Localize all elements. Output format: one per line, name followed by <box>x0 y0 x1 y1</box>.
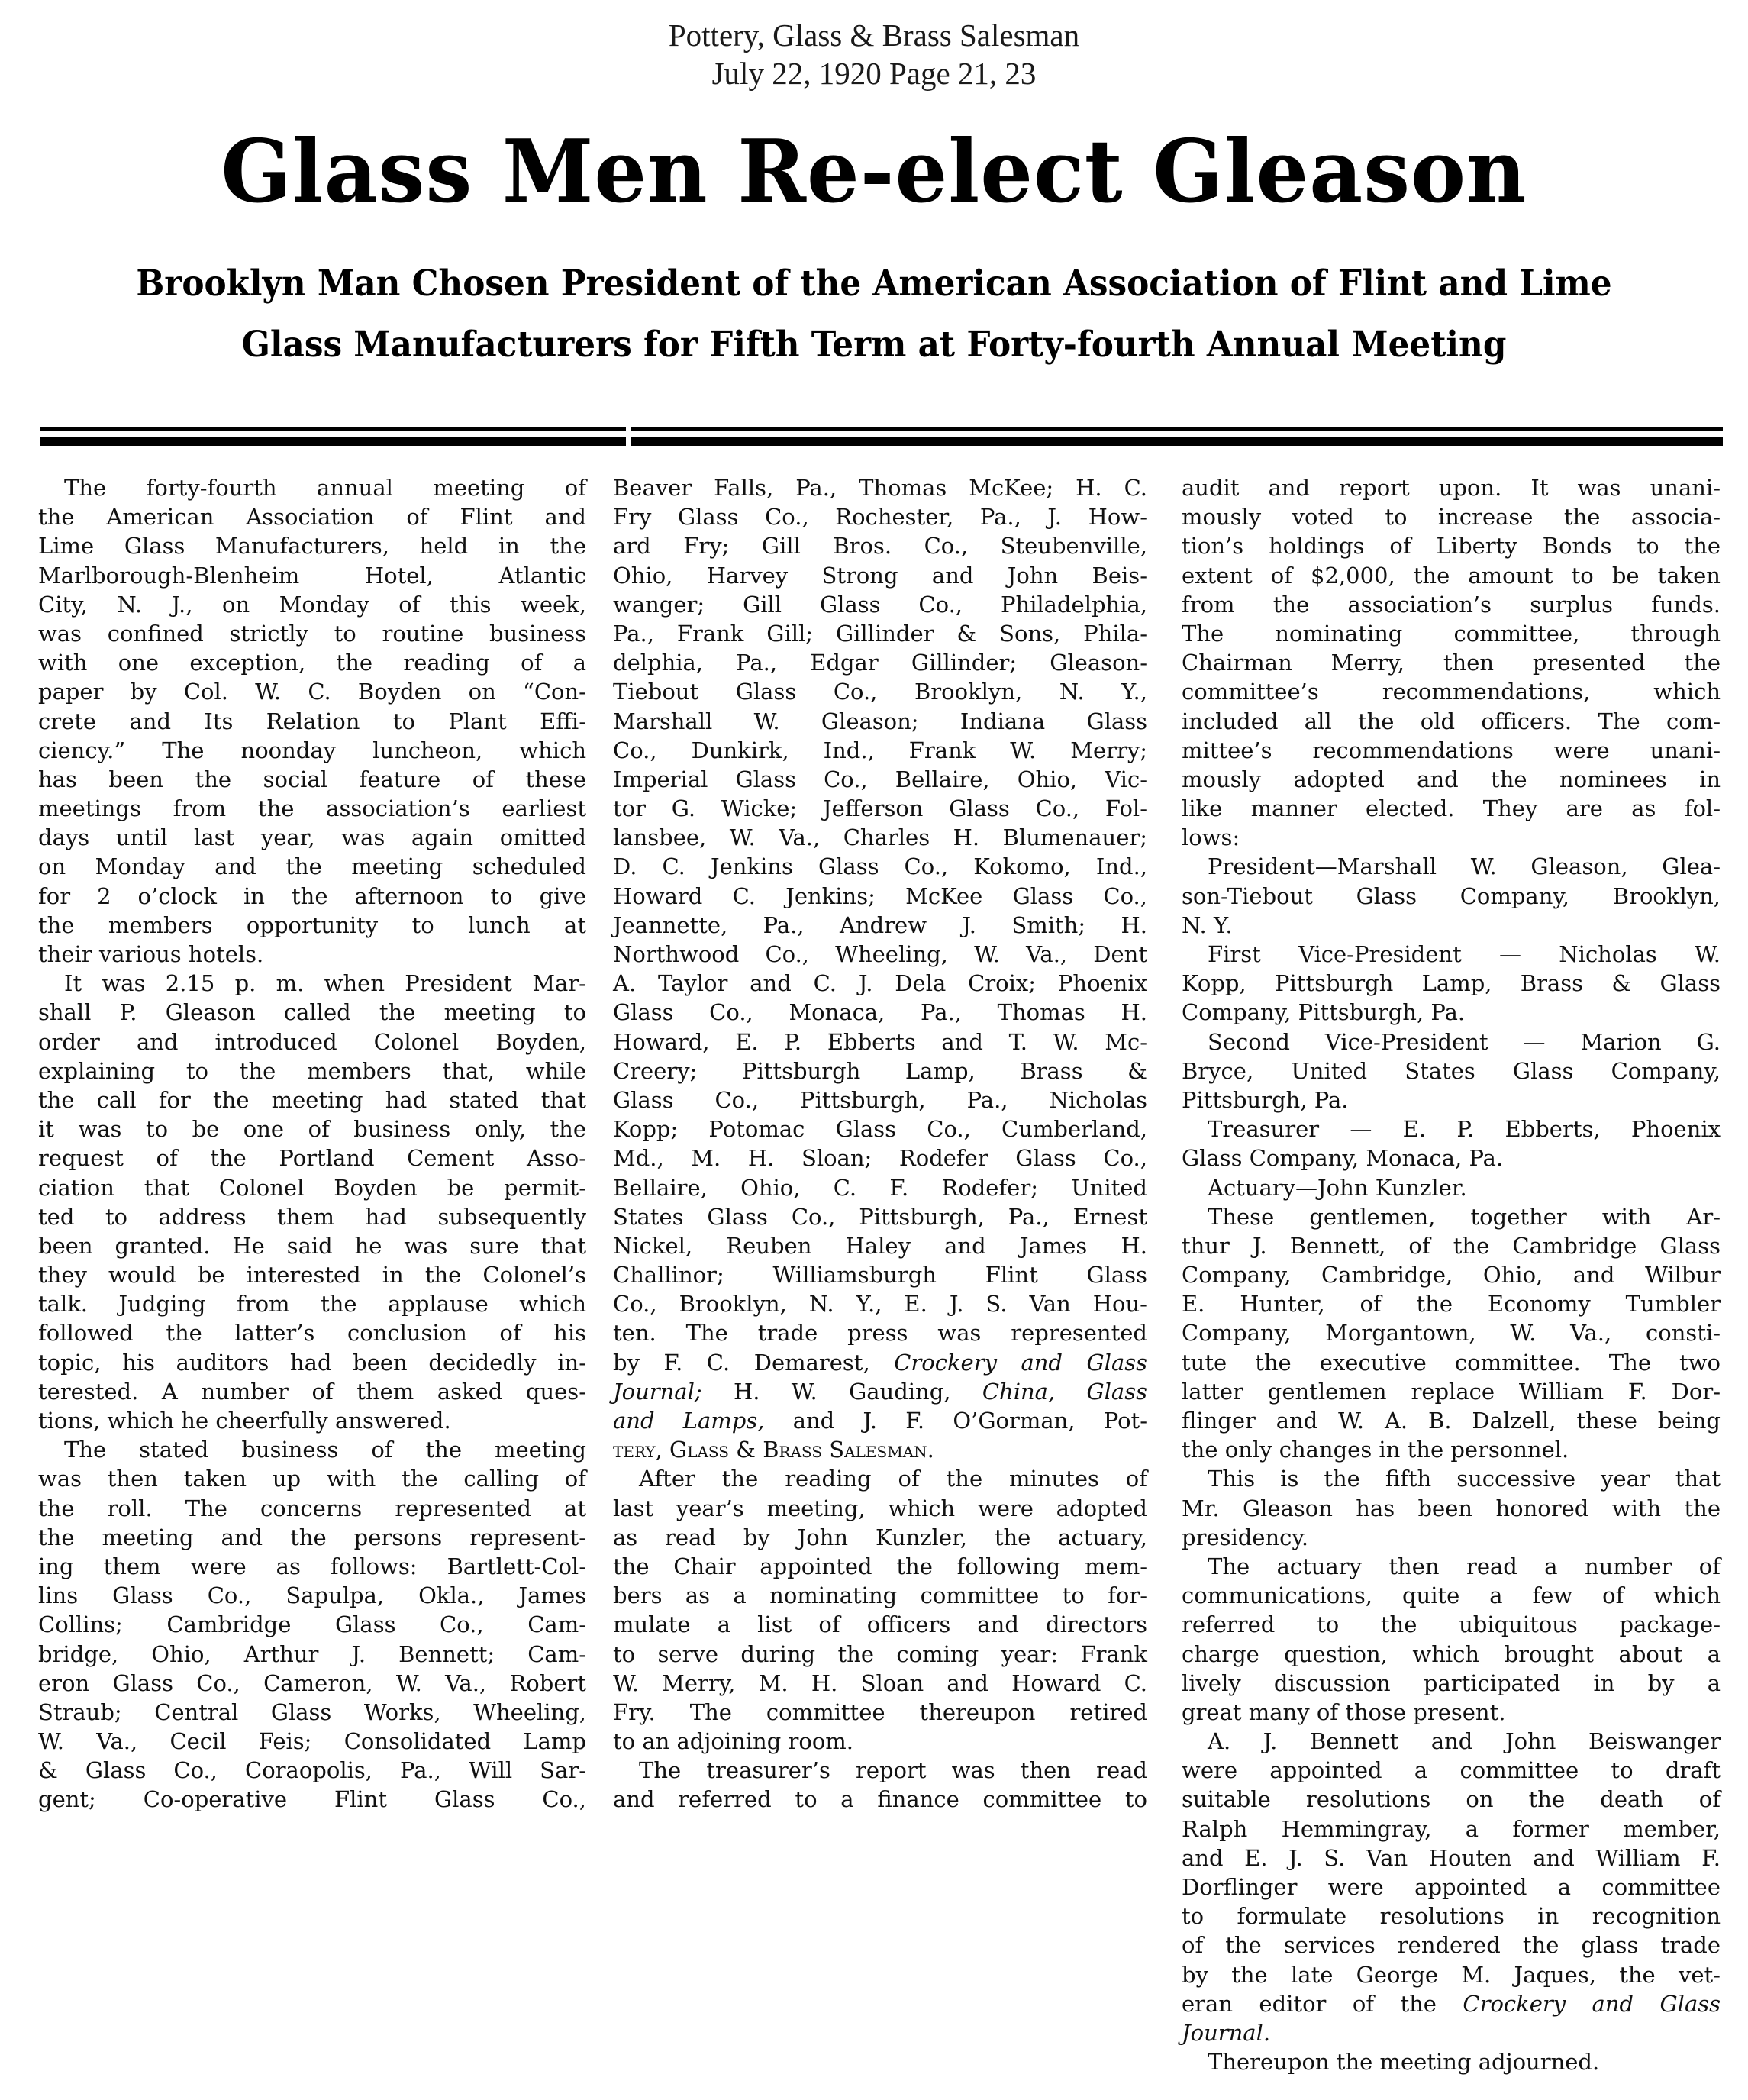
text-line: were appointed a committee to draft <box>1182 1757 1721 1784</box>
text-run: by F. C. Demarest, <box>613 1349 870 1376</box>
text-line: to serve during the coming year: Frank <box>613 1640 1147 1667</box>
text-line: City, N. J., on Monday of this week, <box>38 591 586 618</box>
text-line: and referred to a finance committee to <box>613 1786 1147 1813</box>
text-line: ard Fry; Gill Bros. Co., Steubenville, <box>613 533 1147 560</box>
text-line: audit and report upon. It was unani- <box>1182 475 1721 501</box>
text-line: Co., Dunkirk, Ind., Frank W. Merry; <box>613 737 1147 763</box>
text-line: ing them were as follows: Bartlett-Col- <box>38 1553 586 1579</box>
text-line: last year’s meeting, which were adopted <box>613 1495 1147 1521</box>
publication-name-smallcaps: tery, Glass & Brass Salesman. <box>613 1437 934 1463</box>
text-line: Company, Morgantown, W. Va., consti- <box>1182 1320 1721 1347</box>
article-column-2 <box>613 473 1147 1815</box>
text-line: Beaver Falls, Pa., Thomas McKee; H. C. <box>613 475 1147 501</box>
text-line: referred to the ubiquitous package- <box>1182 1611 1721 1638</box>
text-line: Lime Glass Manufacturers, held in the <box>38 533 586 560</box>
text-line: W. Va., Cecil Feis; Consolidated Lamp <box>38 1728 586 1755</box>
text-line: Fry. The committee thereupon retired <box>613 1698 1147 1725</box>
publication-title-italic: China, Glass <box>982 1378 1147 1405</box>
text-line: Marlborough-Blenheim Hotel, Atlantic <box>38 562 586 589</box>
text-line: ciency.” The noonday luncheon, which <box>38 737 586 763</box>
text-line: the meeting and the persons represent- <box>38 1524 586 1550</box>
text-line: mously adopted and the nominees in <box>1182 766 1721 792</box>
text-line: thur J. Bennett, of the Cambridge Glass <box>1182 1232 1721 1259</box>
text-line: like manner elected. They are as fol- <box>1182 795 1721 822</box>
text-line: gent; Co-operative Flint Glass Co., <box>38 1786 586 1813</box>
text-line: Dorflinger were appointed a committee <box>1182 1874 1721 1900</box>
text-line: N. Y. <box>1182 911 1233 938</box>
text-line: Bryce, United States Glass Company, <box>1182 1057 1721 1084</box>
text-line: bridge, Ohio, Arthur J. Bennett; Cam- <box>38 1640 586 1667</box>
text-line: Imperial Glass Co., Bellaire, Ohio, Vic- <box>613 766 1147 792</box>
text-run: H. W. Gauding, <box>733 1378 951 1405</box>
article-column-1 <box>38 473 586 1815</box>
text-line: mittee’s recommendations were unani- <box>1182 737 1721 763</box>
text-line: days until last year, was again omitted <box>38 824 586 851</box>
text-line: talk. Judging from the applause which <box>38 1291 586 1318</box>
text-line: paper by Col. W. C. Boyden on “Con- <box>38 679 586 705</box>
text-line: the only changes in the personnel. <box>1182 1437 1569 1463</box>
text-line: Tiebout Glass Co., Brooklyn, N. Y., <box>613 679 1147 705</box>
closing-line: Thereupon the meeting adjourned. <box>1208 2049 1600 2076</box>
text-line: mously voted to increase the associa- <box>1182 504 1721 531</box>
text-line: Northwood Co., Wheeling, W. Va., Dent <box>613 941 1147 967</box>
text-line: meetings from the association’s earliest <box>38 795 586 822</box>
text-line: bers as a nominating committee to for- <box>613 1582 1147 1609</box>
text-line: Challinor; Williamsburgh Flint Glass <box>613 1262 1147 1289</box>
publication-date-page: July 22, 1920 Page 21, 23 <box>711 56 1037 91</box>
text-line: terested. A number of them asked ques- <box>38 1378 586 1405</box>
text-line: Marshall W. Gleason; Indiana Glass <box>613 708 1147 734</box>
text-line: A. J. Bennett and John Beiswanger <box>1208 1728 1721 1755</box>
text-line: eron Glass Co., Cameron, W. Va., Robert <box>38 1669 586 1696</box>
text-line: it was to be one of business only, the <box>38 1116 586 1143</box>
text-line: by the late George M. Jaques, the vet- <box>1182 1961 1721 1988</box>
text-line: included all the old officers. The com- <box>1182 708 1721 734</box>
text-line: ted to address them had subsequently <box>38 1203 586 1230</box>
text-line: Fry Glass Co., Rochester, Pa., J. How- <box>613 504 1147 531</box>
text-line: flinger and W. A. B. Dalzell, these being <box>1182 1408 1721 1434</box>
text-run: and J. F. O’Gorman, Pot- <box>792 1408 1148 1434</box>
text-line: with one exception, the reading of a <box>38 650 586 676</box>
text-line: tions, which he cheerfully answered. <box>38 1408 451 1434</box>
text-line: Howard C. Jenkins; McKee Glass Co., <box>613 882 1147 909</box>
text-line: States Glass Co., Pittsburgh, Pa., Ernest <box>613 1203 1147 1230</box>
text-line: for 2 o’clock in the afternoon to give <box>38 882 586 909</box>
text-line: latter gentlemen replace William F. Dor- <box>1182 1378 1721 1405</box>
text-line: Md., M. H. Sloan; Rodefer Glass Co., <box>613 1145 1147 1172</box>
publication-title-italic: and Lamps, <box>613 1408 765 1434</box>
text-line: on Monday and the meeting scheduled <box>38 853 586 880</box>
text-line: lansbee, W. Va., Charles H. Blumenauer; <box>613 824 1147 851</box>
text-line: committee’s recommendations, which <box>1182 679 1721 705</box>
text-line-mixed <box>613 1406 1147 1435</box>
divider-rule-thin <box>40 427 1723 431</box>
text-line: & Glass Co., Coraopolis, Pa., Will Sar- <box>38 1757 586 1784</box>
article-headline: Glass Men Re-elect Gleason <box>221 121 1527 223</box>
text-line-mixed <box>613 1348 1147 1377</box>
article-subhead-line-2: Glass Manufacturers for Fifth Term at Forty-fourth Annual Meeting <box>241 324 1507 366</box>
text-line: tute the executive committee. The two <box>1182 1349 1721 1376</box>
text-line: Pa., Frank Gill; Gillinder & Sons, Phila- <box>613 620 1147 647</box>
text-line: the members opportunity to lunch at <box>38 911 586 938</box>
text-line: Straub; Central Glass Works, Wheeling, <box>38 1698 586 1725</box>
officer-second-vice-president: Second Vice-President — Marion G. <box>1208 1028 1721 1055</box>
publication-name: Pottery, Glass & Brass Salesman <box>668 18 1080 53</box>
text-line: Howard, E. P. Ebberts and T. W. Mc- <box>613 1028 1147 1055</box>
text-line: Glass Co., Pittsburgh, Pa., Nicholas <box>613 1086 1147 1113</box>
text-line: Collins; Cambridge Glass Co., Cam- <box>38 1611 586 1638</box>
officer-actuary: Actuary—John Kunzler. <box>1208 1174 1467 1201</box>
text-line: The treasurer’s report was then read <box>639 1757 1147 1784</box>
text-line: Nickel, Reuben Haley and James H. <box>613 1232 1147 1259</box>
text-line: tion’s holdings of Liberty Bonds to the <box>1182 533 1721 560</box>
officer-first-vice-president: First Vice-President — Nicholas W. <box>1208 941 1721 967</box>
text-line: It was 2.15 p. m. when President Mar- <box>64 970 586 997</box>
text-line-mixed <box>1182 1989 1721 2018</box>
text-line: Ralph Hemmingray, a former member, <box>1182 1815 1721 1842</box>
officer-treasurer: Treasurer — E. P. Ebberts, Phoenix <box>1208 1116 1721 1143</box>
text-line: topic, his auditors had been decidedly in- <box>38 1349 586 1376</box>
text-line: was then taken up with the calling of <box>38 1466 586 1492</box>
text-line: Glass Company, Monaca, Pa. <box>1182 1145 1504 1172</box>
publication-title-italic: Crockery and Glass <box>894 1349 1148 1376</box>
text-line: lins Glass Co., Sapulpa, Okla., James <box>38 1582 586 1609</box>
text-line: E. Hunter, of the Economy Tumbler <box>1182 1291 1721 1318</box>
divider-rule-break <box>626 424 631 449</box>
text-line: order and introduced Colonel Boyden, <box>38 1028 586 1055</box>
text-line: These gentlemen, together with Ar- <box>1208 1203 1721 1230</box>
text-line: Company, Pittsburgh, Pa. <box>1182 999 1466 1026</box>
text-line: the roll. The concerns represented at <box>38 1495 586 1521</box>
text-line: crete and Its Relation to Plant Effi- <box>38 708 586 734</box>
divider-rule-thick <box>40 437 1723 446</box>
text-line: W. Merry, M. H. Sloan and Howard C. <box>613 1669 1147 1696</box>
text-line: After the reading of the minutes of <box>639 1466 1147 1492</box>
text-line: Glass Co., Monaca, Pa., Thomas H. <box>613 999 1147 1026</box>
officer-president: President—Marshall W. Gleason, Glea- <box>1208 853 1721 880</box>
publication-title-italic: Crockery and Glass <box>1463 1990 1721 2017</box>
article-column-3 <box>1182 473 1721 2076</box>
text-line: been granted. He said he was sure that <box>38 1232 586 1259</box>
text-line: wanger; Gill Glass Co., Philadelphia, <box>613 591 1147 618</box>
text-line: was confined strictly to routine business <box>38 620 586 647</box>
text-line: explaining to the members that, while <box>38 1057 586 1084</box>
text-line: Pittsburgh, Pa. <box>1182 1086 1349 1113</box>
text-line: extent of $2,000, the amount to be taken <box>1182 562 1721 589</box>
text-line: ten. The trade press was represented <box>613 1320 1147 1347</box>
text-line: A. Taylor and C. J. Dela Croix; Phoenix <box>613 970 1147 997</box>
text-line: to an adjoining room. <box>613 1728 854 1755</box>
text-line: to formulate resolutions in recognition <box>1182 1903 1721 1930</box>
text-line: Kopp; Potomac Glass Co., Cumberland, <box>613 1116 1147 1143</box>
text-line: This is the fifth successive year that <box>1208 1466 1721 1492</box>
text-line: D. C. Jenkins Glass Co., Kokomo, Ind., <box>613 853 1147 880</box>
text-line: The forty-fourth annual meeting of <box>64 475 586 501</box>
text-line: from the association’s surplus funds. <box>1182 591 1721 618</box>
text-line: they would be interested in the Colonel’s <box>38 1262 586 1289</box>
text-line: Chairman Merry, then presented the <box>1182 650 1721 676</box>
text-line: Jeannette, Pa., Andrew J. Smith; H. <box>613 911 1147 938</box>
text-line: communications, quite a few of which <box>1182 1582 1721 1609</box>
text-line: as read by John Kunzler, the actuary, <box>613 1524 1147 1550</box>
text-line: son-Tiebout Glass Company, Brooklyn, <box>1182 882 1721 909</box>
text-line: great many of those present. <box>1182 1698 1506 1725</box>
text-line: The nominating committee, through <box>1182 620 1721 647</box>
text-line: The stated business of the meeting <box>64 1437 586 1463</box>
text-line: the call for the meeting had stated that <box>38 1086 586 1113</box>
text-line: ciation that Colonel Boyden be permit- <box>38 1174 586 1201</box>
text-line: their various hotels. <box>38 941 264 967</box>
text-line: lively discussion participated in by a <box>1182 1669 1721 1696</box>
publication-title-italic: Journal; <box>613 1378 702 1405</box>
text-line: The actuary then read a number of <box>1208 1553 1721 1579</box>
text-line: Kopp, Pittsburgh Lamp, Brass & Glass <box>1182 970 1721 997</box>
text-line: delphia, Pa., Edgar Gillinder; Gleason- <box>613 650 1147 676</box>
text-line: suitable resolutions on the death of <box>1182 1786 1721 1813</box>
text-line: Bellaire, Ohio, C. F. Rodefer; United <box>613 1174 1147 1201</box>
text-line: tor G. Wicke; Jefferson Glass Co., Fol- <box>613 795 1147 822</box>
text-line: the American Association of Flint and <box>38 504 586 531</box>
text-line: Mr. Gleason has been honored with the <box>1182 1495 1721 1521</box>
text-line: has been the social feature of these <box>38 766 586 792</box>
text-line: Ohio, Harvey Strong and John Beis- <box>613 562 1147 589</box>
text-line: Company, Cambridge, Ohio, and Wilbur <box>1182 1262 1721 1289</box>
publication-title-italic: Journal. <box>1182 2019 1271 2046</box>
text-line: charge question, which brought about a <box>1182 1640 1721 1667</box>
text-line-mixed <box>613 1377 1147 1406</box>
text-line: Creery; Pittsburgh Lamp, Brass & <box>613 1057 1147 1084</box>
text-line: presidency. <box>1182 1524 1309 1550</box>
text-line: lows: <box>1182 824 1240 851</box>
text-line: shall P. Gleason called the meeting to <box>38 999 586 1026</box>
text-line: Co., Brooklyn, N. Y., E. J. S. Van Hou- <box>613 1291 1147 1318</box>
text-run: eran editor of the <box>1182 1990 1437 2017</box>
text-line: and E. J. S. Van Houten and William F. <box>1182 1844 1721 1871</box>
text-line: mulate a list of officers and directors <box>613 1611 1147 1638</box>
text-line: request of the Portland Cement Asso- <box>38 1145 586 1172</box>
article-subhead-line-1: Brooklyn Man Chosen President of the American Association of Flint and Lime <box>136 263 1612 305</box>
text-line: of the services rendered the glass trade <box>1182 1932 1721 1959</box>
text-line: the Chair appointed the following mem- <box>613 1553 1147 1579</box>
text-line: followed the latter’s conclusion of his <box>38 1320 586 1347</box>
